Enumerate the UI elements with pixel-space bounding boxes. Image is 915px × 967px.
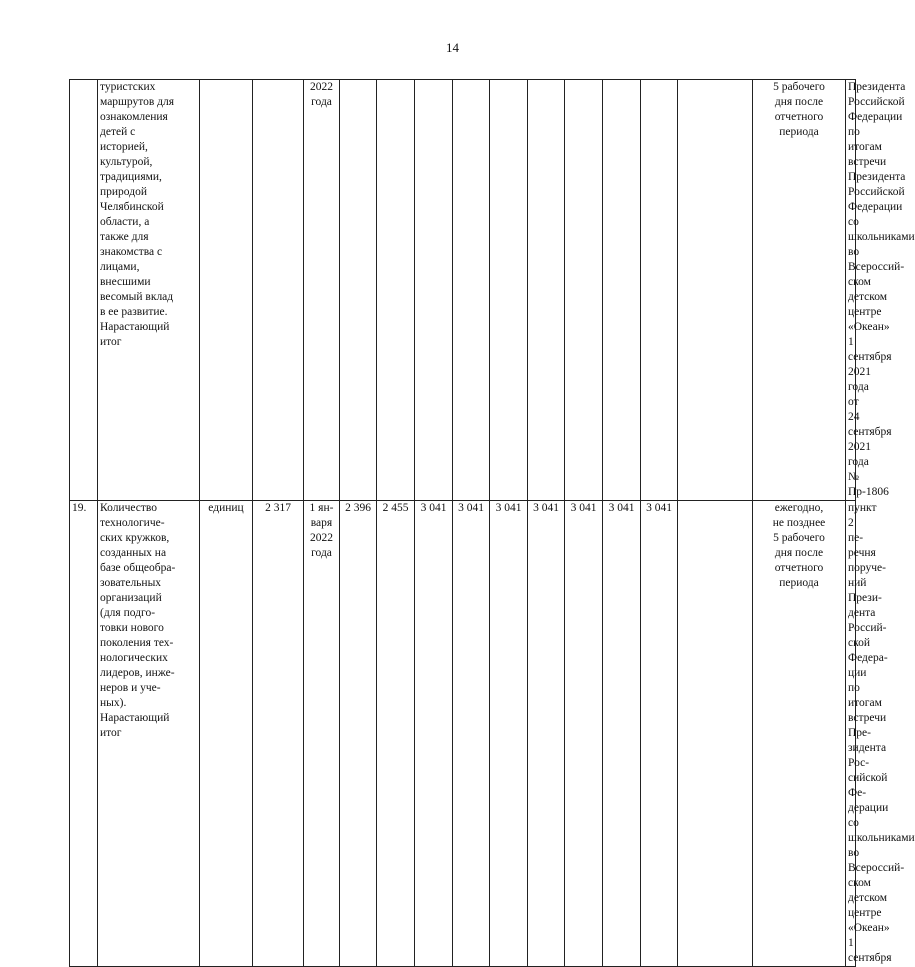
year-value-cell [641,80,678,501]
source-document-line: речня поруче- [848,547,886,574]
source-document-line: Президента [848,171,906,183]
indicator-name-line: ских кружков, [100,532,170,544]
year-value-cell [678,80,753,501]
indicator-name-line: базе общеобра- [100,562,176,574]
source-document-line: сийской Фе- [848,772,888,799]
deadline-line: дня после [774,96,824,108]
year-value-cell: 3 041 [453,501,490,967]
indicator-name-line: Челябинской [100,201,164,213]
source-document-line: школьниками [848,231,915,243]
indicator-name-line: технологиче- [100,517,165,529]
year-value-cell: 3 041 [603,501,641,967]
indicator-name-line: внесшими [100,276,151,288]
unit-cell: единиц [200,501,253,967]
source-document-line: Федерации со [848,201,903,228]
indicator-name-line: Количество [100,502,157,514]
source-document-line: зидента Рос- [848,742,887,769]
source-document-line: центре [848,306,882,318]
year-value-cell [377,80,415,501]
deadline-line: отчетного [774,562,824,574]
source-document-line: «Океан» [848,922,890,934]
year-value-cell [678,501,753,967]
year-value-cell: 3 041 [641,501,678,967]
indicator-name-line: лидеров, инже- [100,667,175,679]
source-document-line: Федерации по [848,111,903,138]
deadline-line: 5 рабочего [773,81,825,93]
year-value-cell [453,80,490,501]
indicator-name-line: природой [100,186,147,198]
deadline-cell [753,80,846,501]
source-document-line: школьниками [848,832,915,844]
base-date-line: 1 ян- [309,502,334,514]
source-document-line: дерации со [848,802,889,829]
source-document-line: ском детском [848,276,888,303]
indicator-name-line: лицами, [100,261,140,273]
source-document-line: пункт 2 пе- [848,502,877,544]
table-row [70,80,856,501]
source-document-line: 1 сентября [848,336,892,363]
source-document-line: встречи [848,156,887,168]
indicator-name-line: созданных на [100,547,167,559]
page-number: 14 [446,40,459,55]
base-date-line: 2022 [310,81,333,93]
year-value-cell: 3 041 [415,501,453,967]
source-document-line: ской Федера- [848,637,888,664]
indicator-name-line: культурой, [100,156,153,168]
indicator-name-line: Нарастающий [100,712,170,724]
indicator-name-line: в ее развитие. [100,306,168,318]
row-number-cell: 19. [70,501,98,967]
source-document-line: дента Россий- [848,607,887,634]
source-document-line: «Океан» [848,321,890,333]
indicator-name-cell [98,501,200,967]
unit-cell [200,80,253,501]
base-date-line: 2022 [310,532,333,544]
indicator-name-line: поколения тех- [100,637,174,649]
indicator-name-line: ных). [100,697,127,709]
indicator-name-line: товки нового [100,622,164,634]
base-date-line: года [311,96,332,108]
row-number-cell [70,80,98,501]
indicator-name-line: маршрутов для [100,96,175,108]
deadline-line: периода [779,126,819,138]
year-value-cell [603,80,641,501]
year-value-cell: 2 396 [340,501,377,967]
indicator-name-line: итог [100,727,122,739]
base-date-cell [304,501,340,967]
year-value-cell [490,80,528,501]
source-document-line: 2021 года [848,441,871,468]
source-document-line: ции по итогам [848,667,882,709]
base-value-cell [253,80,304,501]
source-document-cell [846,501,915,967]
source-document-line: ний Прези- [848,577,882,604]
indicator-name-line: детей с [100,126,136,138]
source-document-line: Президента [848,81,906,93]
base-value-cell: 2 317 [253,501,304,967]
year-value-cell [528,80,565,501]
deadline-cell [753,501,846,967]
deadline-line: не позднее [772,517,826,529]
year-value-cell: 3 041 [490,501,528,967]
source-document-line: Российской [848,96,905,108]
source-document-line: центре [848,907,882,919]
indicator-name-line: (для подго- [100,607,156,619]
indicator-name-line: ознакомления [100,111,168,123]
deadline-line: отчетного [774,111,824,123]
year-value-cell [565,80,603,501]
base-date-line: варя [310,517,333,529]
source-document-line: № Пр-1806 [848,471,889,498]
source-document-line: 24 сентября [848,411,892,438]
indicator-name-line: также для [100,231,149,243]
indicator-name-line: нологических [100,652,168,664]
source-document-line: встречи Пре- [848,712,887,739]
source-document-line: Российской [848,186,905,198]
indicators-table [69,79,915,967]
deadline-line: ежегодно, [774,502,824,514]
base-date-line: года [311,547,332,559]
indicator-name-line: историей, [100,141,148,153]
indicator-name-line: неров и уче- [100,682,161,694]
year-value-cell: 3 041 [565,501,603,967]
deadline-line: 5 рабочего [773,532,825,544]
indicator-name-line: итог [100,336,122,348]
table-row [70,501,856,967]
indicator-name-line: организаций [100,592,162,604]
deadline-line: дня после [774,547,824,559]
indicator-name-line: области, а [100,216,150,228]
source-document-line: во Всероссий- [848,246,905,273]
year-value-cell [415,80,453,501]
indicator-name-line: туристских [100,81,156,93]
source-document-cell [846,80,915,501]
indicator-name-line: Нарастающий [100,321,170,333]
base-date-cell [304,80,340,501]
year-value-cell: 2 455 [377,501,415,967]
indicator-name-line: традициями, [100,171,162,183]
indicator-name-cell [98,80,200,501]
source-document-line: 1 сентября [848,937,892,964]
source-document-line: 2021 года от [848,366,871,408]
indicator-name-line: знакомства с [100,246,163,258]
source-document-line: итогам [848,141,882,153]
year-value-cell [340,80,377,501]
deadline-line: периода [779,577,819,589]
indicator-name-line: весомый вклад [100,291,174,303]
source-document-line: во Всероссий- [848,847,905,874]
year-value-cell: 3 041 [528,501,565,967]
indicator-name-line: зовательных [100,577,162,589]
source-document-line: ском детском [848,877,888,904]
